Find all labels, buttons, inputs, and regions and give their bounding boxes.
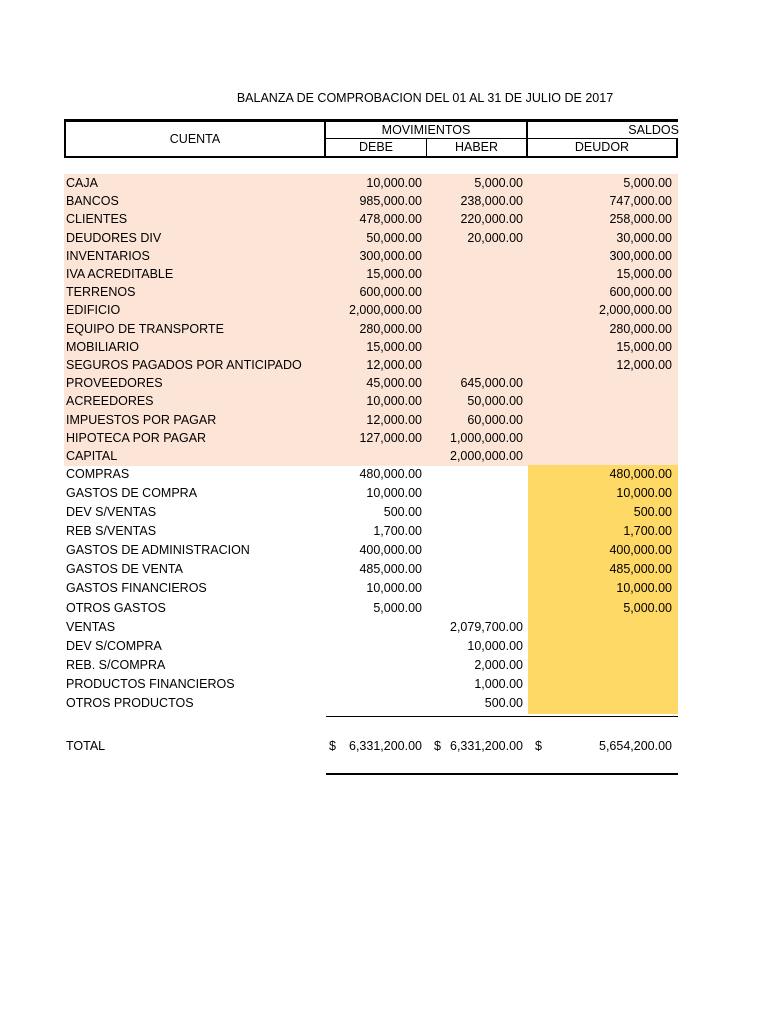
account-name: CLIENTES [64, 210, 326, 229]
table-row [64, 579, 678, 599]
total-deudor: 5,654,200.00 [599, 739, 672, 753]
account-name: CAPITAL [64, 447, 326, 466]
debe-value: 500.00 [383, 505, 422, 519]
account-name: PRODUCTOS FINANCIEROS [66, 677, 235, 691]
haber-value: 2,000,000.00 [427, 447, 528, 466]
debe-value: 280,000.00 [326, 320, 427, 339]
table-row [64, 392, 678, 411]
total-double-line [326, 773, 678, 775]
deudor-value: 258,000.00 [528, 210, 678, 229]
haber-value [427, 541, 528, 561]
table-row [64, 174, 678, 193]
account-name: GASTOS DE ADMINISTRACION [66, 543, 250, 557]
debe-value: 485,000.00 [359, 562, 422, 576]
debe-value: 10,000.00 [326, 174, 427, 193]
account-name: MOBILIARIO [64, 338, 326, 357]
account-name: COMPRAS [66, 467, 130, 481]
haber-value: 5,000.00 [427, 174, 528, 193]
deudor-value: 400,000.00 [528, 541, 678, 561]
account-name: GASTOS DE VENTA [66, 562, 183, 576]
haber-value [427, 320, 528, 339]
debe-value: 1,700.00 [373, 524, 422, 538]
haber-value [427, 283, 528, 302]
account-name: OTROS PRODUCTOS [66, 696, 194, 710]
debe-value: 15,000.00 [326, 338, 427, 357]
haber-value [427, 247, 528, 266]
deudor-value: 10,000.00 [528, 484, 678, 504]
deudor-value [528, 392, 678, 411]
table-row [64, 522, 678, 542]
debe-value [326, 694, 427, 714]
debe-value: 985,000.00 [326, 192, 427, 211]
haber-value [427, 522, 528, 542]
haber-value: 1,000,000.00 [427, 429, 528, 448]
haber-value [427, 560, 528, 580]
table-row [64, 484, 678, 504]
deudor-value [528, 374, 678, 393]
haber-value [427, 484, 528, 504]
account-name: BANCOS [64, 192, 326, 211]
table-row [64, 283, 678, 302]
haber-value: 220,000.00 [427, 210, 528, 229]
table-row [64, 599, 678, 619]
debe-value [326, 637, 427, 657]
account-name: REB S/VENTAS [66, 524, 157, 538]
debe-value [326, 675, 427, 695]
haber-value: 2,000.00 [474, 658, 523, 672]
debe-value: 10,000.00 [366, 581, 422, 595]
deudor-value [528, 411, 678, 430]
debe-value: 400,000.00 [359, 543, 422, 557]
account-name: HIPOTECA POR PAGAR [64, 429, 326, 448]
header-saldos [528, 119, 678, 139]
total-deudor-currency: $ [535, 739, 542, 753]
debe-value: 12,000.00 [326, 411, 427, 430]
header-deudor: DEUDOR [528, 139, 678, 158]
debe-value: 45,000.00 [326, 374, 427, 393]
haber-value: 2,079,700.00 [450, 620, 523, 634]
table-row [64, 429, 678, 448]
account-name: PROVEEDORES [64, 374, 326, 393]
table-row [64, 465, 678, 485]
account-name: TERRENOS [64, 283, 326, 302]
table-row [64, 411, 678, 430]
total-row [64, 737, 678, 756]
account-name: EQUIPO DE TRANSPORTE [64, 320, 326, 339]
haber-value: 20,000.00 [427, 229, 528, 248]
account-name: SEGUROS PAGADOS POR ANTICIPADO [64, 356, 326, 375]
debe-value: 600,000.00 [326, 283, 427, 302]
table-row [64, 356, 678, 375]
account-name: CAJA [64, 174, 326, 193]
debe-value [326, 656, 427, 676]
table-row [64, 247, 678, 266]
deudor-value: 15,000.00 [528, 265, 678, 284]
haber-value: 60,000.00 [427, 411, 528, 430]
header-haber: HABER [427, 139, 528, 158]
haber-value: 50,000.00 [427, 392, 528, 411]
total-debe: 6,331,200.00 [349, 739, 422, 753]
deudor-value: 12,000.00 [528, 356, 678, 375]
account-name: DEV S/COMPRA [66, 639, 162, 653]
debe-value: 50,000.00 [326, 229, 427, 248]
table-row [64, 229, 678, 248]
deudor-value: 5,000.00 [528, 599, 678, 619]
deudor-value: 30,000.00 [528, 229, 678, 248]
deudor-value: 5,000.00 [528, 174, 678, 193]
haber-value [427, 599, 528, 619]
account-name: REB. S/COMPRA [66, 658, 166, 672]
debe-value: 127,000.00 [326, 429, 427, 448]
table-row [64, 192, 678, 211]
account-name: ACREEDORES [64, 392, 326, 411]
subtotal-line [326, 716, 678, 717]
account-name: DEUDORES DIV [64, 229, 326, 248]
haber-value: 1,000.00 [474, 677, 523, 691]
total-debe-currency: $ [329, 739, 336, 753]
header-cuenta: CUENTA [64, 119, 326, 158]
debe-value: 10,000.00 [326, 392, 427, 411]
deudor-value: 300,000.00 [528, 247, 678, 266]
deudor-value: 15,000.00 [528, 338, 678, 357]
deudor-value [528, 447, 678, 466]
table-row [64, 447, 678, 466]
deudor-value: 747,000.00 [528, 192, 678, 211]
account-name: GASTOS FINANCIEROS [66, 581, 207, 595]
deudor-value [528, 618, 678, 638]
deudor-value [528, 429, 678, 448]
table-row [64, 541, 678, 561]
debe-value: 300,000.00 [326, 247, 427, 266]
haber-value [427, 338, 528, 357]
account-name: VENTAS [66, 620, 116, 634]
deudor-value: 485,000.00 [528, 560, 678, 580]
header-saldos-label: SALDOS [628, 123, 679, 137]
debe-value: 480,000.00 [359, 467, 422, 481]
debe-value [326, 618, 427, 638]
table-row [64, 656, 678, 676]
deudor-value: 600,000.00 [528, 283, 678, 302]
table-row [64, 618, 678, 638]
deudor-value: 2,000,000.00 [528, 301, 678, 320]
haber-value [427, 356, 528, 375]
debe-value: 2,000,000.00 [326, 301, 427, 320]
table-row [64, 675, 678, 695]
deudor-value: 280,000.00 [528, 320, 678, 339]
haber-value: 500.00 [484, 696, 523, 710]
debe-value: 478,000.00 [326, 210, 427, 229]
deudor-value: 1,700.00 [528, 522, 678, 542]
haber-value: 238,000.00 [427, 192, 528, 211]
debe-value [326, 447, 427, 466]
haber-value [427, 503, 528, 523]
header-movimientos: MOVIMIENTOS [326, 119, 528, 139]
debe-value: 12,000.00 [326, 356, 427, 375]
haber-value [427, 579, 528, 599]
deudor-value [528, 675, 678, 695]
total-label: TOTAL [66, 739, 106, 753]
table-row [64, 301, 678, 320]
account-name: IMPUESTOS POR PAGAR [64, 411, 326, 430]
header-debe: DEBE [326, 139, 427, 158]
table-row [64, 338, 678, 357]
haber-value [427, 301, 528, 320]
haber-value: 10,000.00 [467, 639, 523, 653]
debe-value: 5,000.00 [373, 601, 422, 615]
table-row [64, 560, 678, 580]
table-row [64, 210, 678, 229]
total-haber: 6,331,200.00 [450, 739, 523, 753]
table-row [64, 637, 678, 657]
haber-value [427, 265, 528, 284]
haber-value [427, 465, 528, 485]
total-haber-currency: $ [434, 739, 441, 753]
table-row [64, 694, 678, 714]
deudor-value: 10,000.00 [528, 579, 678, 599]
table-row [64, 320, 678, 339]
report-title: BALANZA DE COMPROBACION DEL 01 AL 31 DE JULIO DE 2017 [236, 91, 614, 105]
deudor-value [528, 637, 678, 657]
account-name: INVENTARIOS [64, 247, 326, 266]
debe-value: 10,000.00 [366, 486, 422, 500]
account-name: OTROS GASTOS [66, 601, 166, 615]
table-row [64, 265, 678, 284]
haber-value: 645,000.00 [427, 374, 528, 393]
account-name: GASTOS DE COMPRA [66, 486, 198, 500]
deudor-value [528, 694, 678, 714]
account-name: EDIFICIO [64, 301, 326, 320]
account-name: IVA ACREDITABLE [64, 265, 326, 284]
debe-value: 15,000.00 [326, 265, 427, 284]
table-row [64, 503, 678, 523]
deudor-value [528, 656, 678, 676]
table-row [64, 374, 678, 393]
deudor-value: 500.00 [528, 503, 678, 523]
account-name: DEV S/VENTAS [66, 505, 157, 519]
deudor-value: 480,000.00 [528, 465, 678, 485]
